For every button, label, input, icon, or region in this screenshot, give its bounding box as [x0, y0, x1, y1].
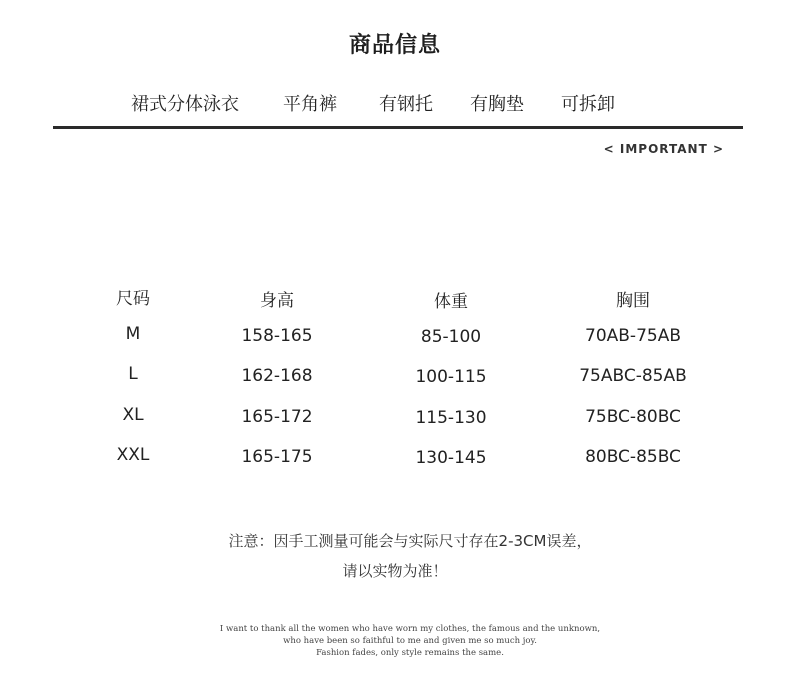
size-table [0, 280, 790, 483]
weight-cell: 85-100 [420, 326, 482, 347]
column-header-weight: 体重 [434, 292, 468, 312]
size-cell: XXL [116, 445, 150, 465]
feature-tag-underwire: 有钢托 [379, 94, 433, 115]
feature-tag-boyshort: 平角裤 [283, 94, 337, 115]
table-row [0, 442, 790, 483]
bust-cell: 75ABC-85AB [579, 366, 687, 386]
height-cell: 162-168 [241, 366, 313, 386]
table-header-row [0, 280, 790, 321]
size-cell: XL [122, 404, 144, 425]
column-header-bust: 胸围 [616, 291, 650, 311]
column-header-height: 身高 [260, 291, 294, 311]
size-cell: M [125, 323, 141, 344]
weight-cell: 100-115 [415, 367, 487, 387]
table-row [0, 321, 790, 362]
size-cell: L [128, 364, 138, 384]
weight-cell: 115-130 [415, 407, 487, 428]
measurement-note: 注意：因手工测量可能会与实际尺寸存在2-3CM误差， [228, 532, 592, 550]
bust-cell: 75BC-80BC [585, 406, 681, 427]
quote-line: I want to thank all the women who have worn my clothes, the famous and the unknown, [219, 624, 601, 634]
height-cell: 158-165 [241, 325, 313, 346]
section-divider [53, 126, 743, 129]
table-row [0, 361, 790, 402]
column-header-size: 尺码 [116, 289, 150, 309]
feature-tags [0, 90, 790, 118]
bust-cell: 80BC-85BC [585, 447, 681, 467]
quote-line: Fashion fades, only style remains the same. [316, 648, 504, 658]
measurement-note-refer: 请以实物为准！ [342, 562, 448, 580]
feature-tag-skirt-swimsuit: 裙式分体泳衣 [131, 94, 239, 115]
quote-line: who have been so faithful to me and given me so much joy. [283, 636, 537, 646]
weight-cell: 130-145 [415, 448, 487, 468]
important-label: < IMPORTANT > [603, 142, 724, 156]
feature-tag-removable: 可拆卸 [561, 94, 615, 115]
page-title: 商品信息 [348, 33, 441, 58]
height-cell: 165-172 [241, 406, 313, 427]
table-row [0, 402, 790, 443]
height-cell: 165-175 [241, 447, 313, 467]
bust-cell: 70AB-75AB [585, 325, 681, 346]
feature-tag-padded: 有胸垫 [470, 94, 524, 115]
